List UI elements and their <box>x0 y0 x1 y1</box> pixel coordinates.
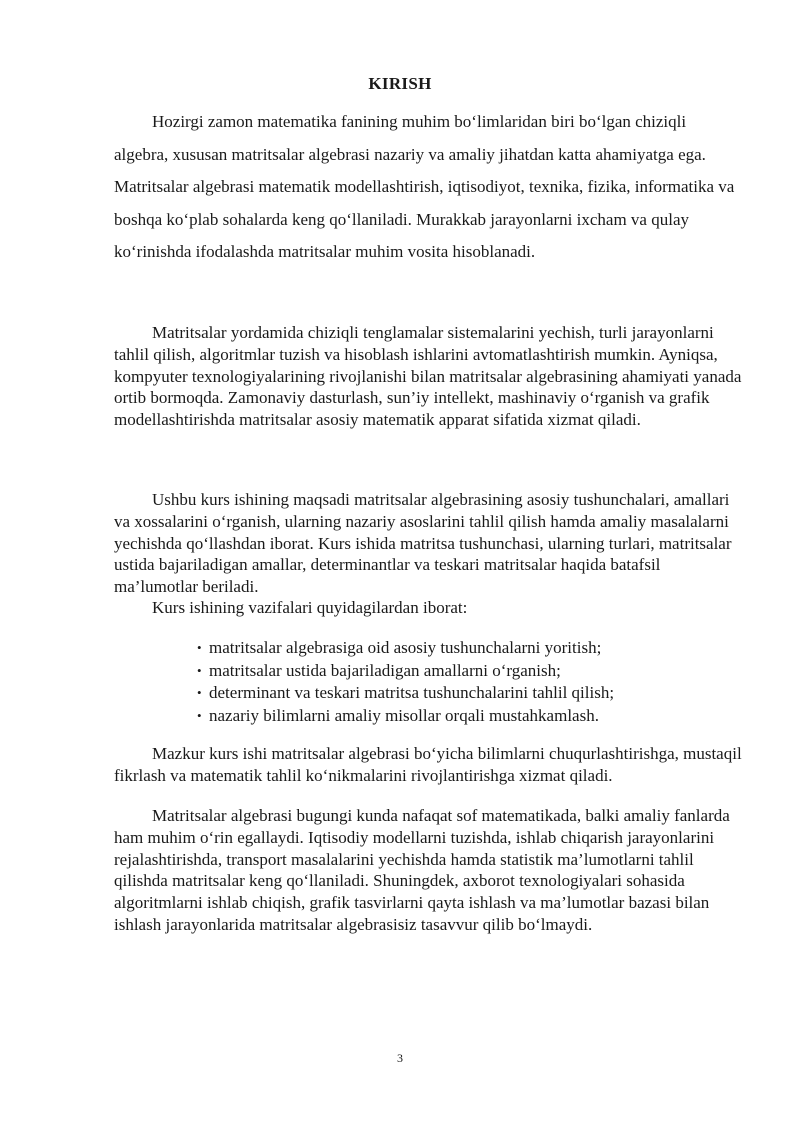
paragraph-applications: Matritsalar yordamida chiziqli tenglamalar sistemalarini yechish, turli jarayonlarni tahlil qilish, algoritmlar tuzish va hisoblash ishlarini avtomatlashtirish mumkin. Ayniqsa, kompyuter texnologiyalarining rivojlanishi bilan matritsalar algebrasining ahamiyati yanada ortib bormoqda. Zamonaviy dasturlash, sun’iy intellekt, mashinaviy o‘rganish va grafik modellashtirishda matritsalar asosiy matematik apparat sifatida xizmat qiladi. <box>114 323 742 430</box>
list-item-text: nazariy bilimlarni amaliy misollar orqali mustahkamlash. <box>209 705 599 725</box>
paragraph-tasks-intro: Kurs ishining vazifalari quyidagilardan iborat: <box>152 598 468 617</box>
bullet-icon: • <box>197 640 202 655</box>
tasks-list <box>197 637 614 727</box>
bullet-icon: • <box>197 662 202 678</box>
page-number: 3 <box>397 1051 403 1065</box>
list-item <box>197 637 614 660</box>
list-item <box>197 660 614 683</box>
page-title: KIRISH <box>368 74 432 93</box>
bullet-icon: • <box>197 707 202 723</box>
paragraph-introduction: Hozirgi zamon matematika fanining muhim bo‘limlaridan biri bo‘lgan chiziqli algebra, xususan matritsalar algebrasi nazariy va amaliy jihatdan katta ahamiyatga ega. Matritsalar algebrasi matematik modellashtirish, iqtisodiyot, texnika, fizika, informatika va boshqa ko‘plab sohalarda keng qo‘llaniladi. Murakkab jarayonlarni ixcham va qulay ko‘rinishda ifodalashda matritsalar muhim vosita hisoblanadi. <box>114 112 735 261</box>
paragraph-purpose: Mazkur kurs ishi matritsalar algebrasi bo‘yicha bilimlarni chuqurlashtirishga, mustaqil fikrlash va matematik tahlil ko‘nikmalarini rivojlantirishga xizmat qiladi. <box>114 744 742 785</box>
paragraph-relevance: Matritsalar algebrasi bugungi kunda nafaqat sof matematikada, balki amaliy fanlarda ham muhim o‘rin egallaydi. Iqtisodiy modellarni tuzishda, ishlab chiqarish jarayonlarini rejalashtirishda, transport masalalarini yechishda hamda statistik ma’lumotlarni tahlil qilishda matritsalar keng qo‘llaniladi. Shuningdek, axborot texnologiyalari sohasida algoritmlarni ishlab chiqish, grafik tasvirlarni qayta ishlash va ma’lumotlar bazasi bilan ishlash jarayonlarida matritsalar algebrasisiz tasavvur qilib bo‘lmaydi. <box>114 806 730 934</box>
list-item-text: matritsalar ustida bajariladigan amallarni o‘rganish; <box>209 660 561 680</box>
list-item <box>197 705 614 728</box>
bullet-icon: • <box>197 685 202 700</box>
list-item <box>197 682 614 705</box>
list-item-text: matritsalar algebrasiga oid asosiy tushunchalarni yoritish; <box>209 638 602 657</box>
paragraph-objective: Ushbu kurs ishining maqsadi matritsalar algebrasining asosiy tushunchalari, amallari va xossalarini o‘rganish, ularning nazariy asoslarini tahlil qilish hamda amaliy masalalarni yechishda qo‘llashdan iborat. Kurs ishida matritsa tushunchasi, ularning turlari, matritsalar ustida bajariladigan amallar, determinantlar va teskari matritsalar haqida batafsil ma’lumotlar beriladi. <box>114 490 732 597</box>
list-item-text: determinant va teskari matritsa tushunchalarini tahlil qilish; <box>209 683 615 702</box>
